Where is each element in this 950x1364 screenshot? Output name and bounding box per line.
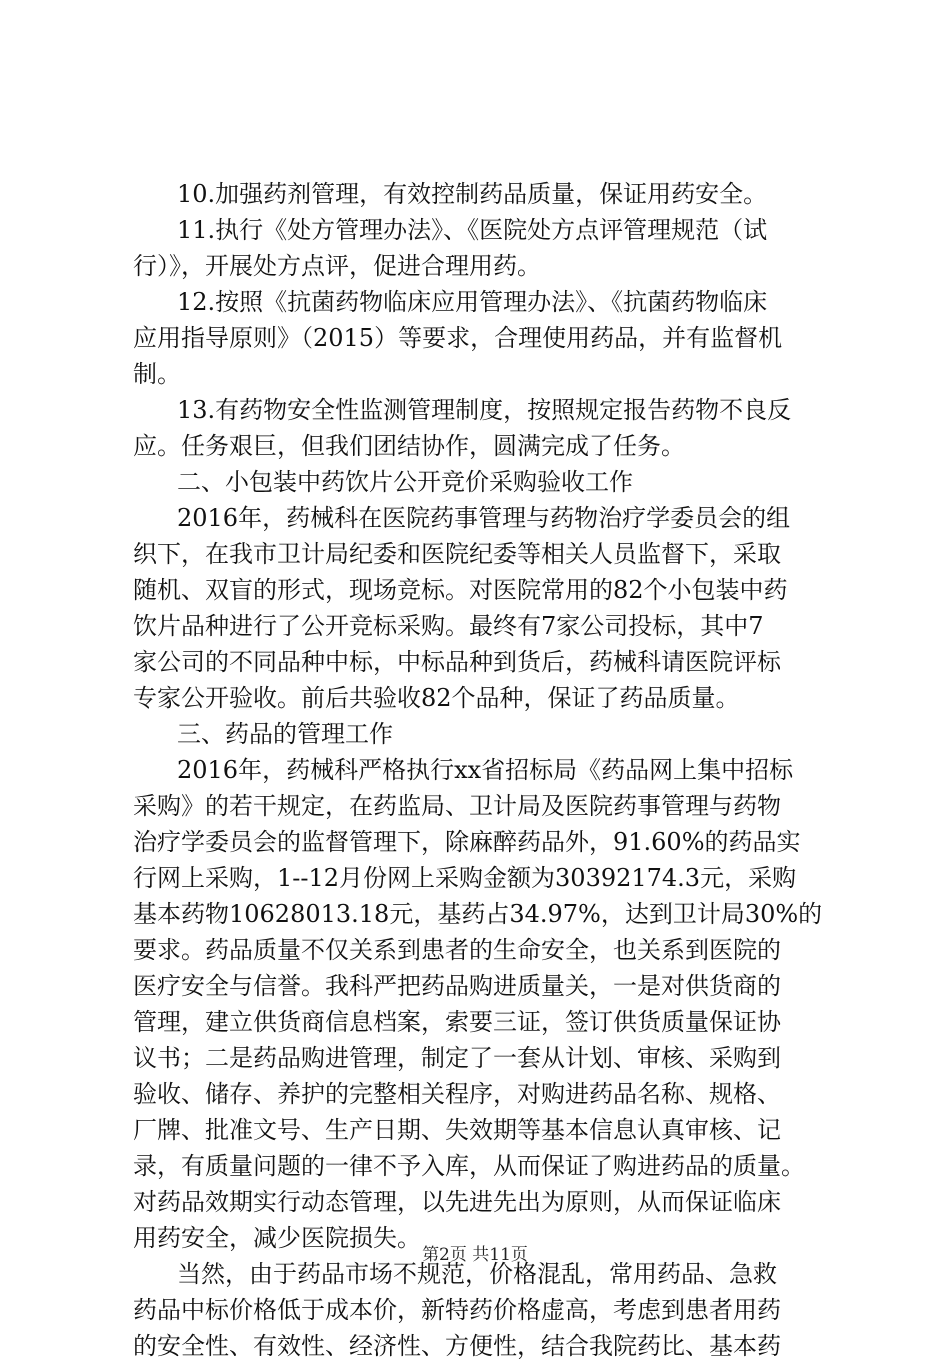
paragraph-line: 采购》的若干规定，在药监局、卫计局及医院药事管理与药物 [133,792,781,820]
paragraph-line: 2016年，药械科严格执行xx省招标局《药品网上集中招标 [177,756,794,784]
paragraph-line: 对药品效期实行动态管理，以先进先出为原则，从而保证临床 [133,1188,781,1216]
paragraph-line: 用药安全，减少医院损失。 [133,1224,421,1252]
paragraph-line: 专家公开验收。前后共验收82个品种，保证了药品质量。 [133,684,740,712]
paragraph-line: 13.有药物安全性监测管理制度，按照规定报告药物不良反 [177,396,792,424]
paragraph-line: 基本药物10628013.18元，基药占34.97%，达到卫计局30%的 [133,900,823,928]
paragraph-line: 议书；二是药品购进管理，制定了一套从计划、审核、采购到 [133,1044,781,1072]
paragraph-line: 当然，由于药品市场不规范，价格混乱，常用药品、急救 [177,1260,777,1288]
paragraph-line: 应用指导原则》（2015）等要求，合理使用药品，并有监督机 [133,324,783,352]
paragraph-line: 10.加强药剂管理，有效控制药品质量，保证用药安全。 [177,180,768,208]
paragraph-line: 应。任务艰巨，但我们团结协作，圆满完成了任务。 [133,432,685,460]
paragraph-line: 录，有质量问题的一律不予入库，从而保证了购进药品的质量。 [133,1152,805,1180]
paragraph-line: 制。 [133,360,181,388]
document-body [133,176,839,1364]
paragraph-line: 医疗安全与信誉。我科严把药品购进质量关，一是对供货商的 [133,972,781,1000]
paragraph-line: 的安全性、有效性、经济性、方便性，结合我院药比、基本药 [133,1332,781,1360]
paragraph-line: 12.按照《抗菌药物临床应用管理办法》、《抗菌药物临床 [177,288,768,316]
paragraph-line: 要求。药品质量不仅关系到患者的生命安全，也关系到医院的 [133,936,781,964]
paragraph-line: 管理，建立供货商信息档案，索要三证，签订供货质量保证协 [133,1008,781,1036]
paragraph-line: 2016年，药械科在医院药事管理与药物治疗学委员会的组 [177,504,791,532]
paragraph-line: 治疗学委员会的监督管理下，除麻醉药品外，91.60%的药品实 [133,828,801,856]
paragraph-line: 织下，在我市卫计局纪委和医院纪委等相关人员监督下，采取 [133,540,781,568]
paragraph-line: 验收、储存、养护的完整相关程序，对购进药品名称、规格、 [133,1080,781,1108]
paragraph-line: 饮片品种进行了公开竞标采购。最终有7家公司投标，其中7 [133,612,764,640]
paragraph-line: 药品中标价格低于成本价，新特药价格虚高，考虑到患者用药 [133,1296,781,1324]
paragraph-line: 11.执行《处方管理办法》、《医院处方点评管理规范（试 [177,216,768,244]
paragraph-line: 行网上采购，1--12月份网上采购金额为30392174.3元，采购 [133,864,797,892]
paragraph-line: 随机、双盲的形式，现场竞标。对医院常用的82个小包装中药 [133,576,788,604]
section-heading: 三、药品的管理工作 [177,720,393,748]
section-heading: 二、小包装中药饮片公开竞价采购验收工作 [177,468,633,496]
paragraph-line: 行）》，开展处方点评，促进合理用药。 [133,252,541,280]
paragraph-line: 家公司的不同品种中标，中标品种到货后，药械科请医院评标 [133,648,781,676]
paragraph-line: 厂牌、批准文号、生产日期、失效期等基本信息认真审核、记 [133,1116,781,1144]
page-number-footer: 第2页 共11页 [422,1245,528,1265]
